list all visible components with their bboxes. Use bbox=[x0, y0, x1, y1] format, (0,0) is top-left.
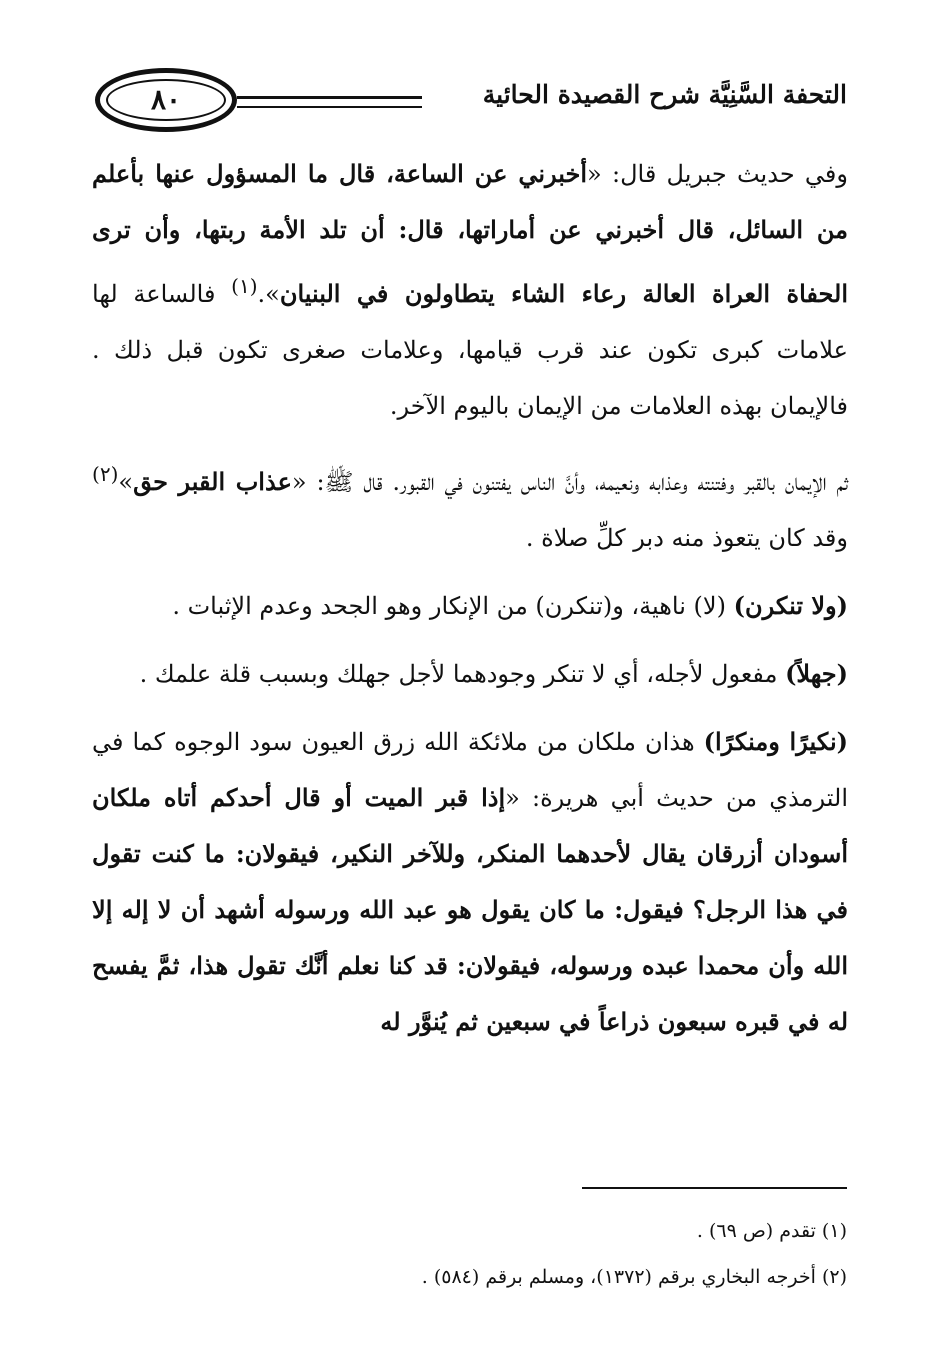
hadith-quote: عذاب القبر حق bbox=[133, 467, 292, 496]
footnote-ref-2: (٢) bbox=[92, 462, 119, 486]
running-title: التحفة السَّنِيَّة شرح القصيدة الحائية bbox=[482, 80, 847, 109]
page-number: ٨٠ bbox=[150, 83, 182, 116]
hadith-quote: أخبرني عن الساعة، قال ما المسؤول عنها بأعلم من السائل، قال أخبرني عن أماراتها، قال: أن تلد الأمة ربتها، وأن ترى الحفاة العراة العالة رعاء الشاء يتطاولون في البنيان bbox=[92, 159, 849, 308]
paragraph-jahlan: (جهلاً) مفعول لأجله، أي لا تنكر وجودهما لأجل جهلك وبسبب قلة علمك . bbox=[139, 659, 848, 688]
verse-term: (نكيرًا ومنكرًا) bbox=[703, 727, 848, 756]
footnotes bbox=[147, 1208, 847, 1300]
paragraph-grave: ثم الإيمان بالقبر وفتنته وعذابه ونعيمه، وأنَّ الناس يفتنون في القبور. قال ﷺ: «عذاب القبر حق»$^{(٢)}$ وقد كان يتعوذ منه دبر كلِّ صلاة . bbox=[92, 462, 848, 552]
main-text bbox=[92, 146, 848, 1050]
footnote-ref-1: (١) bbox=[231, 274, 258, 298]
verse-term: (جهلاً) bbox=[785, 659, 848, 688]
header-rule bbox=[237, 96, 422, 108]
page-header bbox=[95, 68, 847, 132]
footnote-2: (٢) أخرجه البخاري برقم (١٣٧٢)، ومسلم برقم (٥٨٤) . bbox=[421, 1266, 847, 1288]
verse-term: (ولا تنكرن) bbox=[733, 591, 848, 620]
paragraph-la-tunkiran: (ولا تنكرن) (لا) ناهية، و(تنكرن) من الإنكار وهو الجحد وعدم الإثبات . bbox=[172, 591, 848, 620]
paragraph-hadith-jibril: وفي حديث جبريل قال: «أخبرني عن الساعة، قال ما المسؤول عنها بأعلم من السائل، قال أخبرني عن أماراتها، قال: أن تلد الأمة ربتها، وأن ترى الحفاة العراة العالة رعاء الشاء يتطاولون في البنيان».$^{(١)}$ فالساعة لها علامات كبرى تكون عند قرب قيامها، وعلامات صغرى تكون قبل ذلك . فالإيمان بهذه العلامات من الإيمان باليوم الآخر. bbox=[92, 159, 849, 420]
paragraph-nakir-munkar: (نكيرًا ومنكرًا) هذان ملكان من ملائكة الله زرق العيون سود الوجوه كما في الترمذي من حديث أبي هريرة: «إذا قبر الميت أو قال أحدكم أتاه ملكان أسودان أزرقان يقال لأحدهما المنكر، وللآخر النكير، فيقولان: ما كنت تقول في هذا الرجل؟ فيقول: ما كان يقول هو عبد الله ورسوله أشهد أن لا إله إلا الله وأن محمدا عبده ورسوله، فيقولان: قد كنا نعلم أنَّك تقول هذا، ثمَّ يفسح له في قبره سبعون ذراعاً في سبعين ثم يُنوَّر له bbox=[92, 727, 848, 1036]
hadith-quote: إذا قبر الميت أو قال أحدكم أتاه ملكان أسودان أزرقان يقال لأحدهما المنكر، وللآخر النكير، فيقولان: ما كنت تقول في هذا الرجل؟ فيقول: ما كان يقول هو عبد الله ورسوله أشهد أن لا إله إلا الله وأن محمدا عبده ورسوله، فيقولان: قد كنا نعلم أنَّك تقول هذا، ثمَّ يفسح له في قبره سبعون ذراعاً في سبعين ثم يُنوَّر له bbox=[92, 783, 848, 1036]
footnote-1: (١) تقدم (ص ٦٩) . bbox=[696, 1220, 847, 1242]
footnote-separator bbox=[582, 1187, 847, 1189]
